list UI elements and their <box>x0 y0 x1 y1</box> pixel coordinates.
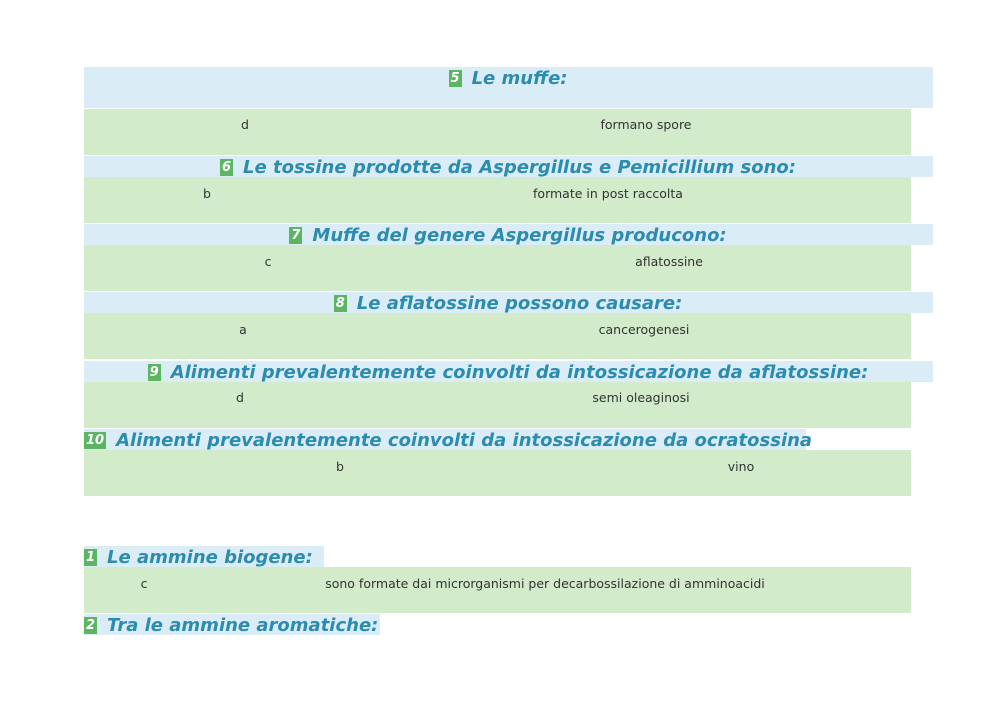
question-text: Le ammine biogene: <box>107 546 313 568</box>
question-number-badge: 5 <box>450 70 460 86</box>
question-number-badge: 2 <box>86 617 96 633</box>
question-10-answer-row <box>84 450 911 496</box>
question-9-title <box>0 361 1000 383</box>
question-number-badge: 1 <box>86 549 96 565</box>
question-8-title <box>0 292 1000 314</box>
question-number-badge: 6 <box>222 159 232 175</box>
question-8-answer-row <box>84 313 911 359</box>
answer-text: aflatossine <box>635 254 703 269</box>
answer-text: semi oleaginosi <box>592 390 690 405</box>
question-1-title <box>84 546 313 568</box>
question-number-badge: 10 <box>86 432 105 448</box>
question-5-answer-row <box>84 109 911 155</box>
question-text: Le muffe: <box>471 67 568 89</box>
question-5-title <box>0 67 1000 89</box>
answer-text: formano spore <box>600 117 692 132</box>
question-number-badge: 9 <box>149 364 159 380</box>
question-text: Alimenti prevalentemente coinvolti da intossicazione da ocratossina <box>116 429 813 451</box>
question-9-answer-row <box>84 382 911 428</box>
question-6-title <box>0 156 1000 178</box>
question-text: Alimenti prevalentemente coinvolti da intossicazione da aflatossine: <box>170 361 869 383</box>
answer-text: cancerogenesi <box>598 322 690 337</box>
answer-text: sono formate dai microrganismi per decarbossilazione di amminoacidi <box>325 576 765 591</box>
answer-letter: d <box>236 390 244 405</box>
question-number-badge: 7 <box>291 227 301 243</box>
question-2-title <box>84 614 378 636</box>
answer-letter: a <box>239 322 247 337</box>
answer-text: formate in post raccolta <box>533 186 683 201</box>
question-10-title <box>84 429 812 451</box>
question-text: Le aflatossine possono causare: <box>356 292 683 314</box>
question-7-answer-row <box>84 245 911 291</box>
question-number-badge: 8 <box>335 295 345 311</box>
answer-letter: b <box>336 459 344 474</box>
answer-letter: c <box>264 254 272 269</box>
question-text: Tra le ammine aromatiche: <box>107 614 379 636</box>
question-7-title <box>0 224 1000 246</box>
answer-letter: c <box>140 576 148 591</box>
answer-text: vino <box>727 459 755 474</box>
question-text: Muffe del genere Aspergillus producono: <box>312 224 727 246</box>
question-text: Le tossine prodotte da Aspergillus e Pemicillium sono: <box>243 156 796 178</box>
answer-letter: b <box>203 186 211 201</box>
answer-letter: d <box>241 117 249 132</box>
